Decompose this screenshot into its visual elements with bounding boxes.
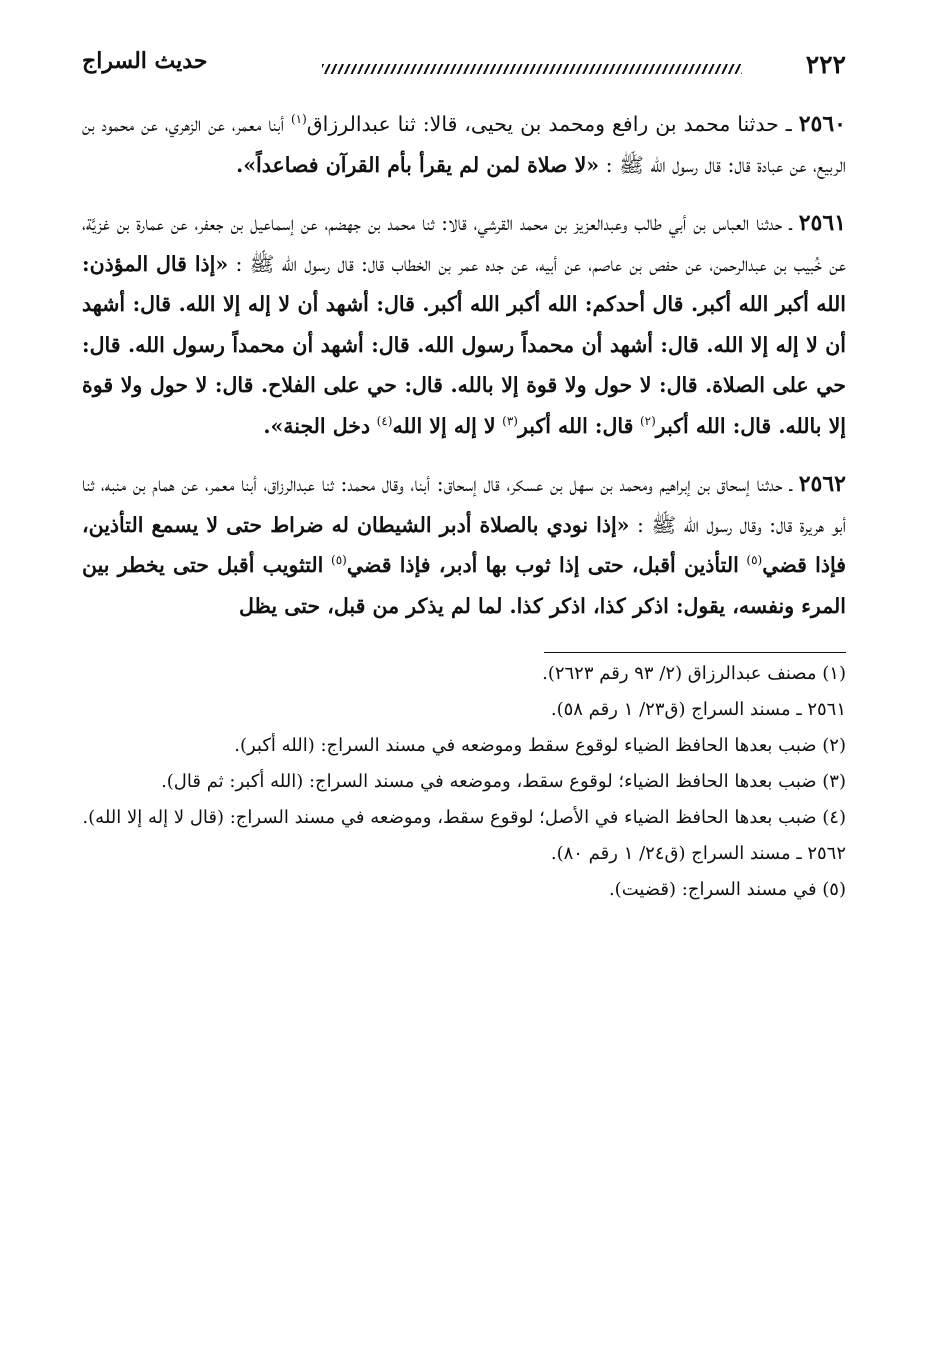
hadith-isnad: حدثنا محمد بن رافع ومحمد بن يحيى، قالا: ثنا عبدالرزاق xyxy=(306,112,779,136)
hadith-matn: التأذين أقبل، حتى إذا ثوب بها أدبر، فإذا قضي xyxy=(346,553,739,577)
hadith-2562: ٢٥٦٢ ـ حدثنا إسحاق بن إبراهيم ومحمد بن سهل بن عسكر، قال إسحاق: أبنا، وقال محمد: ثنا عبدالرزاق، أبنا معمر، عن همام بن منبه، ثنا أبو هريرة قال: وقال رسول الله ﷺ : «إذا نودي بالصلاة أدبر الشيطان له ضراط حتى لا يسمع التأذين، فإذا قضي$^{(٥)}$ التأذين أقبل، حتى إذا ثوب بها أدبر، فإذا قضي$^{(٥)}$ التثويب أقبل حتى يخطر بين المرء ونفسه، يقول: اذكر كذا، اذكر كذا. لما لم يذكر من قبل، حتى يظل xyxy=(82,471,846,618)
footnote-ref: (٤) xyxy=(376,413,393,428)
hadith-isnad: حدثنا العباس بن أبي طالب وعبدالعزيز بن محمد القرشي، قالا: ثنا محمد بن جهضم، عن إسماعيل بن جعفر، عن عمارة بن غزيَّة، عن خُبيب بن عبدالرحمن، عن حفص بن عاصم، عن أبيه، عن جده عمر بن الخطاب قال: قال رسول الله ﷺ : xyxy=(82,211,846,276)
hadith-isnad: أبنا معمر، عن الزهري، عن محمود بن الربيع، عن عبادة قال: قال رسول الله ﷺ : xyxy=(82,112,846,177)
hadith-matn: دخل الجنة». xyxy=(263,413,371,438)
hadith-matn: «إذا نودي بالصلاة أدبر الشيطان له ضراط حتى لا يسمع التأذين، فإذا قضي xyxy=(82,512,846,577)
running-title: حديث السراج xyxy=(82,48,208,74)
footnote: (٢) ضبب بعدها الحافظ الضياء لوقوع سقط وموضعه في مسند السراج: (الله أكبر). xyxy=(234,735,846,756)
hadith-matn: «لا صلاة لمن لم يقرأ بأم القرآن فصاعداً». xyxy=(236,152,600,177)
footnote-ref: (٥) xyxy=(746,553,763,568)
footnote-separator xyxy=(544,652,846,653)
footnote: (٥) في مسند السراج: (قضيت). xyxy=(608,879,846,900)
main-text xyxy=(82,104,846,626)
page-header xyxy=(82,40,846,88)
footnote: (٣) ضبب بعدها الحافظ الضياء؛ لوقوع سقط، وموضعه في مسند السراج: (الله أكبر: ثم قال). xyxy=(161,771,846,792)
hadith-number: ٢٥٦٠ xyxy=(798,111,846,137)
footnotes xyxy=(82,659,846,905)
footnote: (١) مصنف عبدالرزاق (٢/ ٩٣ رقم ٢٦٢٣). xyxy=(542,663,846,684)
hadith-matn: التثويب أقبل حتى يخطر بين المرء ونفسه، يقول: اذكر كذا، اذكر كذا. لما لم يذكر من قبل، حتى يظل xyxy=(82,553,846,618)
hadith-number: ٢٥٦١ xyxy=(798,210,846,236)
footnote-ref: (١) xyxy=(290,112,307,127)
hadith-number: ٢٥٦٢ xyxy=(798,471,846,497)
hadith-matn: لا إله إلا الله xyxy=(392,413,496,438)
hadith-2561: ٢٥٦١ ـ حدثنا العباس بن أبي طالب وعبدالعزيز بن محمد القرشي، قالا: ثنا محمد بن جهضم، عن إسماعيل بن جعفر، عن عمارة بن غزيَّة، عن خُبيب بن عبدالرحمن، عن حفص بن عاصم، عن أبيه، عن جده عمر بن الخطاب قال: قال رسول الله ﷺ : «إذا قال المؤذن: الله أكبر الله أكبر. قال أحدكم: الله أكبر الله أكبر. قال: أشهد أن لا إله إلا الله. قال: أشهد أن لا إله إلا الله. قال: أشهد أن محمداً رسول الله. قال: أشهد أن محمداً رسول الله. قال: حي على الصلاة. قال: لا حول ولا قوة إلا بالله. قال: حي على الفلاح. قال: لا حول ولا قوة إلا بالله. قال: الله أكبر$^{(٢)}$ قال: الله أكبر$^{(٣)}$ لا إله إلا الله$^{(٤)}$ دخل الجنة». xyxy=(82,210,846,438)
page-number: ٢٢٢ xyxy=(805,50,846,79)
hadith-matn: قال: الله أكبر xyxy=(517,413,634,438)
hadith-matn: «إذا قال المؤذن: الله أكبر الله أكبر. قال أحدكم: الله أكبر الله أكبر. قال: أشهد أن لا إله إلا الله. قال: أشهد أن لا إله إلا الله. قال: أشهد أن محمداً رسول الله. قال: أشهد أن محمداً رسول الله. قال: حي على الصلاة. قال: لا حول ولا قوة إلا بالله. قال: حي على الفلاح. قال: لا حول ولا قوة إلا بالله. قال: الله أكبر xyxy=(82,251,846,438)
footnote-ref: (٢) xyxy=(639,413,656,428)
hadith-isnad: حدثنا إسحاق بن إبراهيم ومحمد بن سهل بن عسكر، قال إسحاق: أبنا، وقال محمد: ثنا عبدالرزاق، أبنا معمر، عن همام بن منبه، ثنا أبو هريرة قال: وقال رسول الله ﷺ : xyxy=(82,472,846,537)
footnote-ref: (٣) xyxy=(502,413,518,428)
hadith-2560: ٢٥٦٠ ـ حدثنا محمد بن رافع ومحمد بن يحيى، قالا: ثنا عبدالرزاق$^{(١)}$ أبنا معمر، عن الزهري، عن محمود بن الربيع، عن عبادة قال: قال رسول الله ﷺ : «لا صلاة لمن لم يقرأ بأم القرآن فصاعداً». xyxy=(82,111,846,177)
footnote: ٢٥٦٢ ـ مسند السراج (ق٢٤/ ١ رقم ٨٠). xyxy=(550,843,846,864)
footnote: (٤) ضبب بعدها الحافظ الضياء في الأصل؛ لوقوع سقط، وموضعه في مسند السراج: (قال لا إله إلا الله). xyxy=(82,807,846,828)
footnote: ٢٥٦١ ـ مسند السراج (ق٢٣/ ١ رقم ٥٨). xyxy=(550,699,846,720)
footnote-ref: (٥) xyxy=(331,553,347,568)
header-ornament-rule xyxy=(322,64,742,74)
